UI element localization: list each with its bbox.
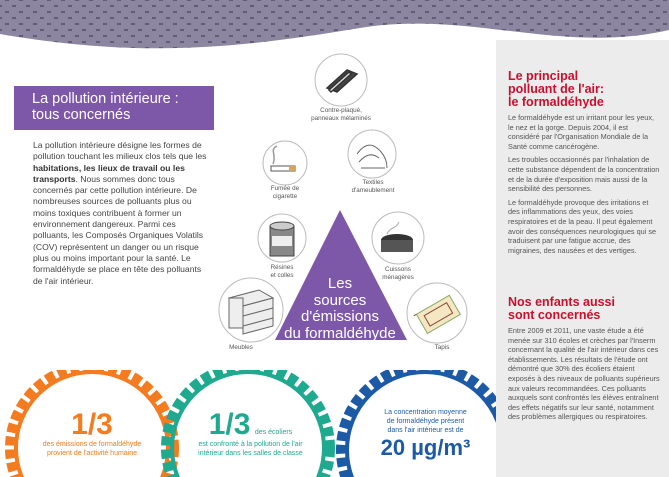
label-cigarette: Fumée de cigarette xyxy=(270,185,300,200)
right-heading-1b: polluant de l'air: xyxy=(508,82,605,96)
right-paragraph-1: Le formaldéhyde est un irritant pour les yeux, le nez et la gorge. Depuis 2004, il est considéré par l'Organisation Mondiale de la Santé comme cancérogène. xyxy=(508,113,655,151)
right-paragraph-2: Les troubles occasionnés par l'inhalation de cette substance dépendent de la concentration et de la durée d'exposition mais aussi de la sensibilité des personnes. xyxy=(508,155,660,194)
label-textiles: Textiles d'ameublement xyxy=(351,179,395,194)
title-line-2: tous concernés xyxy=(32,107,131,123)
stat-orange-value: 1/3 xyxy=(71,408,113,441)
title-line-1: La pollution intérieure : xyxy=(32,91,179,107)
right-section-1 xyxy=(508,70,660,259)
stat-orange: 1/3 des émissions de formaldéhyde provient de l'activité humaine xyxy=(22,410,162,458)
intro-bold: habitations, les lieux de travail ou les transports xyxy=(33,162,185,184)
stat-blue: La concentration moyenne de formaldéhyde présent dans l'air intérieur est de 20 µg/m³ xyxy=(358,408,493,461)
label-resins: Résines et colles xyxy=(270,264,294,279)
triangle-title: Les sources d'émissions du formaldéhyde xyxy=(284,275,396,342)
right-paragraph-4: Entre 2009 et 2011, une vaste étude a été menée sur 310 écoles et crèches par l'Inserm concernant la qualité de l'air intérieur dans ces établissements. Les résultats de l'étude ont démontré que 30% des écoliers étaient exposés à des niveaux de polluants supérieurs aux valeurs recommandées. Ces polluants auxquels sont confrontés les élèves entraînent des effets négatifs sur leur santé, notamment des problèmes allergiques ou respiratoires. xyxy=(508,326,660,422)
right-heading-2b: sont concernés xyxy=(508,308,601,322)
intro-paragraph xyxy=(33,140,211,287)
textile-icon xyxy=(348,130,396,178)
cigarette-icon xyxy=(263,141,307,185)
section-title xyxy=(14,86,214,130)
label-furniture: Meubles xyxy=(229,344,253,351)
label-carpet: Tapis xyxy=(434,344,450,351)
stat-blue-value: 20 µg/m³ xyxy=(380,435,471,460)
stat-teal-value: 1/3 xyxy=(208,408,251,441)
right-heading-2a: Nos enfants aussi xyxy=(508,295,615,309)
right-paragraph-3: Le formaldéhyde provoque des irritations et des inflammations des yeux, des voies respiratoires et de la peau. Il peut également avoir des conséquences neurologiques qui se traduisent par une fatigue accrue, des migraines, des nausées et des vertiges. xyxy=(508,197,657,255)
right-heading-1c: le formaldéhyde xyxy=(508,95,604,109)
intro-text-1: La pollution intérieure désigne les formes de pollution touchant les milieux clos tels que les xyxy=(33,140,207,162)
label-plywood: Contre-plaqué, panneaux mélaminés xyxy=(311,107,371,122)
sources-diagram xyxy=(215,50,495,360)
right-heading-1a: Le principal xyxy=(508,69,579,83)
stat-teal: 1/3 des écoliers est confronté à la pollution de l'air intérieur dans les salles de classe xyxy=(198,408,303,457)
right-section-2 xyxy=(508,296,660,426)
intro-text-2: . Nous sommes donc tous concernés par cette pollution intérieure. De nombreuses sources de polluants plus ou moins toxiques contribuent à former un environnement dangereux. Parmi ces polluants, les Composés Organiques Volatils (COV) représentent un danger ou un risque plus ou moins important pour la santé. Le formaldéhyde se place en tête des polluants de l'air intérieur. xyxy=(33,173,204,286)
label-cooking: Cuissons ménagères xyxy=(382,266,414,281)
